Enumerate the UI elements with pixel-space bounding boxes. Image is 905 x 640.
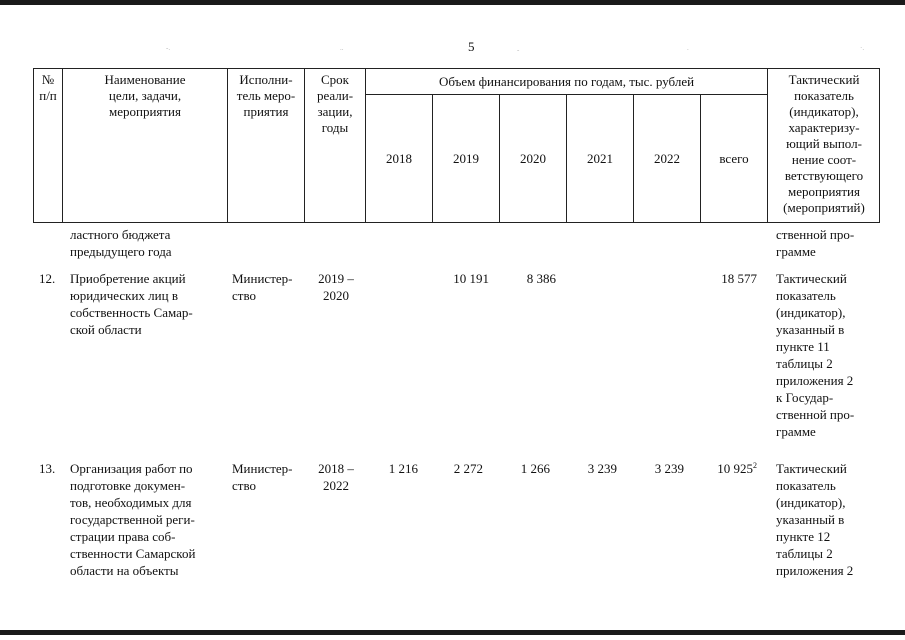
row-name: Приобретение акций юридических лиц в собственность Самар- ской области: [70, 271, 193, 337]
header-indicator: Тактический показатель (индикатор), характеризу- ющий выпол- нение соот- ветствующего мероприятия (мероприятий): [783, 72, 865, 215]
header-total: всего: [719, 151, 749, 166]
row-executor: Министер- ство: [232, 271, 293, 303]
row-value-2018: 1 216: [388, 461, 418, 476]
header-year-2018: 2018: [386, 151, 412, 166]
header-year-2019: 2019: [453, 151, 479, 166]
continuation-indicator: ственной про- грамме: [776, 227, 855, 259]
top-border-line: [0, 0, 905, 5]
row-value-2022: 3 239: [654, 461, 684, 476]
row-indicator: Тактический показатель (индикатор), указанный в пункте 12 таблицы 2 приложения 2: [776, 461, 854, 578]
row-term: 2018 – 2022: [318, 461, 354, 493]
header-funding-title: Объем финансирования по годам, тыс. рублей: [438, 74, 695, 89]
row-executor: Министер- ство: [232, 461, 293, 493]
row-number: 13.: [39, 461, 56, 476]
row-value-2020: 8 386: [526, 271, 556, 286]
table-header: [33, 68, 880, 223]
row-value-2020: 1 266: [520, 461, 550, 476]
header-term: Срок реали- зации, годы: [316, 72, 354, 135]
row-indicator: Тактический показатель (индикатор), указанный в пункте 11 таблицы 2 приложения 2 к Государ- ственной про- грамме: [776, 271, 855, 439]
scan-speck: -.: [166, 44, 171, 52]
bottom-border-line: [0, 630, 905, 635]
header-year-2020: 2020: [520, 151, 546, 166]
continuation-name: ластного бюджета предыдущего года: [70, 227, 172, 259]
row-value-2019: 10 191: [453, 271, 489, 286]
row-name: Организация работ по подготовке докумен- тов, необходимых для государственной реги- страции права соб- ственности Самарской области на объекты: [70, 461, 196, 578]
header-year-2022: 2022: [654, 151, 680, 166]
header-executor: Исполни- тель меро- приятия: [236, 72, 296, 119]
scan-speck: ·.: [860, 44, 865, 52]
row-value-2019: 2 272: [453, 461, 483, 476]
header-number: № п/п: [39, 72, 57, 103]
scan-speck: -: [517, 46, 520, 54]
header-year-2021: 2021: [587, 151, 613, 166]
scan-speck: .: [687, 44, 689, 52]
row-term: 2019 – 2020: [318, 271, 354, 303]
page-number: 5: [468, 39, 475, 54]
row-number: 12.: [39, 271, 56, 286]
header-name: Наименование цели, задачи, мероприятия: [104, 72, 186, 119]
row-value-total: 10 $925^2$: [717, 461, 757, 476]
scan-speck: ..: [340, 44, 344, 52]
row-value-total: 18 577: [721, 271, 757, 286]
row-value-2021: 3 239: [587, 461, 617, 476]
